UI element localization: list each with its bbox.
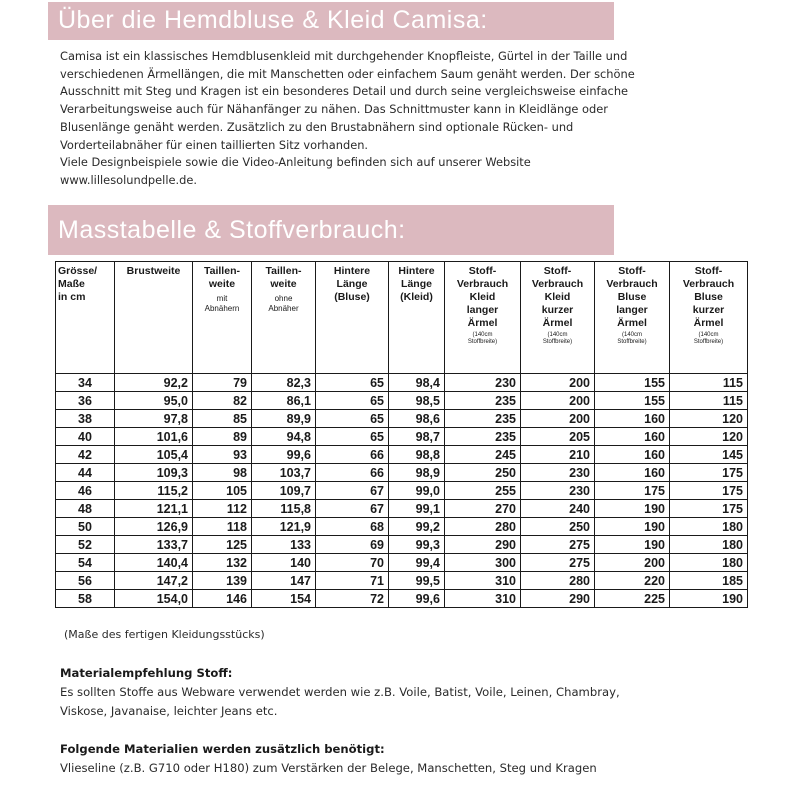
table-cell: 105,4 [115,446,193,464]
intro-line: Viele Designbeispiele sowie die Video-Anleitung befinden sich auf unserer Website [60,155,531,170]
table-row [56,374,748,392]
table-cell: 160 [595,428,670,446]
table-cell: 200 [521,374,595,392]
intro-line: Camisa ist ein klassisches Hemdblusenkleid mit durchgehender Knopfleiste, Gürtel in der Taille und [60,49,628,63]
table-row [56,428,748,446]
table-cell: 230 [521,464,595,482]
table-cell: 99,0 [389,482,445,500]
table-cell: 250 [521,518,595,536]
table-cell: 68 [316,518,389,536]
table-cell: 65 [316,410,389,428]
additional-materials-line: Vlieseline (z.B. G710 oder H180) zum Verstärken der Belege, Manschetten, Steg und Kragen [60,761,597,775]
table-cell: 86,1 [252,392,316,410]
column-header [252,262,316,374]
table-cell: 235 [445,428,521,446]
column-header [56,262,115,374]
table-cell: 95,0 [115,392,193,410]
table-cell: 98,5 [389,392,445,410]
table-cell: 280 [521,572,595,590]
table-row [56,446,748,464]
size-cell: 48 [56,500,115,518]
table-cell: 200 [521,392,595,410]
table-cell: 200 [521,410,595,428]
table-cell: 70 [316,554,389,572]
table-cell: 139 [193,572,252,590]
table-cell: 98,4 [389,374,445,392]
intro-line: Verarbeitungsweise auch für Nähanfänger zu nähen. Das Schnittmuster kann in Kleidlänge oder [60,102,608,117]
intro-text [60,48,750,190]
fabric-recommendation-line: Es sollten Stoffe aus Webware verwendet werden wie z.B. Voile, Batist, Voile, Leinen, Chambray, [60,685,620,699]
table-cell: 160 [595,410,670,428]
column-header-label: Hintere Länge (Bluse) [333,265,371,303]
intro-line: Blusenlänge genäht werden. Zusätzlich zu den Brustabnähern sind optionale Rücken- und [60,119,574,134]
column-header-label: Stoff- Verbrauch Kleid langer Ärmel [456,265,509,329]
table-cell: 160 [595,464,670,482]
table-cell: 275 [521,554,595,572]
table-cell: 98,7 [389,428,445,446]
table-cell: 250 [445,464,521,482]
table-row [56,536,748,554]
table-cell: 140,4 [115,554,193,572]
table-cell: 105 [193,482,252,500]
size-cell: 36 [56,392,115,410]
column-header [115,262,193,374]
table-cell: 235 [445,392,521,410]
column-header-label: Stoff- Verbrauch Kleid kurzer Ärmel [531,265,584,329]
table-cell: 65 [316,428,389,446]
table-cell: 115 [670,374,748,392]
table-cell: 175 [670,500,748,518]
column-header-label: Taillen- weite [204,265,240,290]
column-header-sub: mit Abnähern [204,294,240,313]
table-cell: 133,7 [115,536,193,554]
column-header [521,262,595,374]
size-cell: 52 [56,536,115,554]
table-cell: 270 [445,500,521,518]
table-cell: 230 [445,374,521,392]
table-cell: 146 [193,590,252,608]
table-cell: 205 [521,428,595,446]
size-cell: 40 [56,428,115,446]
table-row [56,554,748,572]
table-cell: 290 [521,590,595,608]
table-cell: 101,6 [115,428,193,446]
table-cell: 65 [316,374,389,392]
table-cell: 235 [445,410,521,428]
table-cell: 85 [193,410,252,428]
table-cell: 125 [193,536,252,554]
table-cell: 94,8 [252,428,316,446]
size-cell: 34 [56,374,115,392]
table-cell: 109,3 [115,464,193,482]
table-note: (Maße des fertigen Kleidungsstücks) [64,628,265,641]
table-cell: 65 [316,392,389,410]
column-header [670,262,748,374]
table-cell: 175 [595,482,670,500]
additional-materials-heading: Folgende Materialien werden zusätzlich benötigt: [60,742,385,756]
table-row [56,392,748,410]
table-cell: 240 [521,500,595,518]
intro-line: Vorderteilabnäher für einen taillierten Sitz vorhanden. [60,137,369,152]
table-cell: 280 [445,518,521,536]
table-header-row [56,262,748,374]
table-cell: 66 [316,464,389,482]
column-header-label: Hintere Länge (Kleid) [398,265,435,303]
size-cell: 50 [56,518,115,536]
table-cell: 89,9 [252,410,316,428]
size-cell: 42 [56,446,115,464]
table-cell: 99,3 [389,536,445,554]
table-cell: 109,7 [252,482,316,500]
table-cell: 98 [193,464,252,482]
column-header [389,262,445,374]
table-cell: 92,2 [115,374,193,392]
table-cell: 112 [193,500,252,518]
table-row [56,500,748,518]
table-cell: 121,1 [115,500,193,518]
size-cell: 56 [56,572,115,590]
section-title-measurements: Masstabelle & Stoffverbrauch: [48,205,614,255]
table-cell: 245 [445,446,521,464]
table-cell: 185 [670,572,748,590]
table-cell: 300 [445,554,521,572]
table-cell: 99,6 [252,446,316,464]
table-cell: 190 [595,518,670,536]
table-cell: 67 [316,482,389,500]
fabric-recommendation-heading: Materialempfehlung Stoff: [60,666,233,680]
table-cell: 115 [670,392,748,410]
column-header-sub: (140cm Stoffbreite) [617,332,647,345]
table-cell: 230 [521,482,595,500]
size-table [55,261,748,608]
table-cell: 67 [316,500,389,518]
table-cell: 99,6 [389,590,445,608]
table-cell: 126,9 [115,518,193,536]
table-cell: 69 [316,536,389,554]
section-title-about: Über die Hemdbluse & Kleid Camisa: [48,2,614,40]
table-cell: 118 [193,518,252,536]
table-row [56,590,748,608]
table-cell: 99,2 [389,518,445,536]
size-cell: 38 [56,410,115,428]
table-cell: 121,9 [252,518,316,536]
table-cell: 310 [445,590,521,608]
table-cell: 98,9 [389,464,445,482]
table-cell: 115,2 [115,482,193,500]
table-cell: 160 [595,446,670,464]
table-cell: 200 [595,554,670,572]
table-cell: 175 [670,464,748,482]
table-body [56,374,748,608]
column-header-sub: (140cm Stoffbreite) [467,332,498,345]
table-cell: 175 [670,482,748,500]
column-header-label: Brustweite [126,265,181,277]
table-cell: 97,8 [115,410,193,428]
table-row [56,410,748,428]
column-header [193,262,252,374]
table-cell: 310 [445,572,521,590]
column-header-sub: (140cm Stoffbreite) [693,332,724,345]
table-cell: 180 [670,554,748,572]
table-cell: 155 [595,374,670,392]
table-cell: 99,1 [389,500,445,518]
table-cell: 103,7 [252,464,316,482]
table-cell: 180 [670,536,748,554]
intro-line: verschiedenen Ärmellängen, die mit Manschetten oder einfachem Saum genäht werden. Der schöne [60,66,635,81]
table-row [56,482,748,500]
table-cell: 275 [521,536,595,554]
table-cell: 93 [193,446,252,464]
size-cell: 54 [56,554,115,572]
table-cell: 71 [316,572,389,590]
table-cell: 220 [595,572,670,590]
size-cell: 58 [56,590,115,608]
table-cell: 82,3 [252,374,316,392]
table-cell: 225 [595,590,670,608]
table-cell: 115,8 [252,500,316,518]
intro-line: Ausschnitt mit Steg und Kragen ist ein besonderes Detail und durch seine vergleichsweise einfache [60,84,629,99]
table-row [56,572,748,590]
table-cell: 255 [445,482,521,500]
table-cell: 66 [316,446,389,464]
column-header-label: Stoff- Verbrauch Bluse kurzer Ärmel [682,265,735,329]
table-cell: 290 [445,536,521,554]
table-cell: 82 [193,392,252,410]
table-cell: 98,6 [389,410,445,428]
table-cell: 132 [193,554,252,572]
table-cell: 120 [670,428,748,446]
table-cell: 154,0 [115,590,193,608]
column-header-label: Stoff- Verbrauch Bluse langer Ärmel [606,265,658,329]
column-header [595,262,670,374]
table-cell: 190 [670,590,748,608]
table-cell: 99,5 [389,572,445,590]
table-cell: 72 [316,590,389,608]
table-row [56,464,748,482]
column-header-label: Grösse/ Maße in cm [58,265,98,303]
size-cell: 46 [56,482,115,500]
column-header [316,262,389,374]
table-cell: 133 [252,536,316,554]
table-cell: 147,2 [115,572,193,590]
table-cell: 140 [252,554,316,572]
column-header-sub: ohne Abnäher [268,294,299,313]
fabric-recommendation [60,664,760,721]
size-cell: 44 [56,464,115,482]
table-cell: 98,8 [389,446,445,464]
table-cell: 154 [252,590,316,608]
fabric-recommendation-line: Viskose, Javanaise, leichter Jeans etc. [60,704,278,718]
table-cell: 120 [670,410,748,428]
column-header-sub: (140cm Stoffbreite) [542,332,573,345]
table-cell: 180 [670,518,748,536]
table-cell: 89 [193,428,252,446]
additional-materials [60,740,760,778]
table-cell: 99,4 [389,554,445,572]
table-row [56,518,748,536]
table-cell: 145 [670,446,748,464]
table-cell: 190 [595,500,670,518]
table-cell: 210 [521,446,595,464]
table-cell: 155 [595,392,670,410]
table-cell: 190 [595,536,670,554]
table-cell: 147 [252,572,316,590]
column-header [445,262,521,374]
table-cell: 79 [193,374,252,392]
column-header-label: Taillen- weite [265,265,302,290]
website-link[interactable]: www.lillesolundpelle.de. [60,172,197,187]
